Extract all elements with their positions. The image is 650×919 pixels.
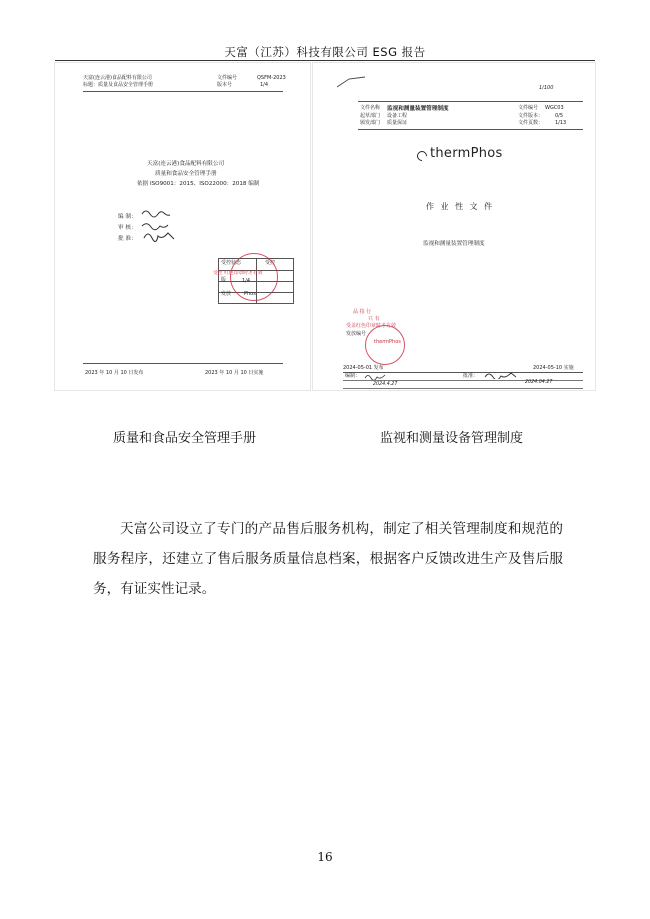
right-header-top-rule <box>358 101 583 102</box>
left-effective-date: 2023 年 10 月 10 日实施 <box>205 370 264 376</box>
right-approve-dept-label: 颁发部门 <box>360 120 381 126</box>
right-page-label: 文件页数： <box>518 120 544 126</box>
left-file-no-label: 文件编号 <box>217 75 238 81</box>
left-title-manual: 质量和食品安全管理手册 <box>155 171 217 177</box>
left-approve-label: 批 准： <box>118 236 137 242</box>
left-stamp-version-value: 1/4 <box>242 278 251 284</box>
right-version-value: 0/5 <box>555 113 564 119</box>
left-version-value: 1/4 <box>260 82 269 88</box>
left-version-label: 版本号 <box>217 82 233 88</box>
right-doc-title: 监视和测量装置管理制度 <box>423 241 485 247</box>
left-basis: 依据 ISO9001：2015、ISO22000：2018 编制 <box>137 181 260 187</box>
left-file-no-value: QSFM-2023 <box>257 75 286 81</box>
left-review-label: 审 核： <box>118 225 137 231</box>
right-file-no-label: 文件编号 <box>518 105 539 111</box>
left-stamp-issue-value: Phos <box>244 291 256 297</box>
right-drafter-label: 起草部门 <box>360 113 381 119</box>
right-pen-mark <box>335 75 375 90</box>
right-logo-text: thermPhos <box>430 146 503 161</box>
left-release-date: 2023 年 10 月 10 日发布 <box>85 370 144 376</box>
manual-document-scan <box>55 63 310 390</box>
header-divider <box>55 60 595 61</box>
right-seal-logo: thermPhos <box>374 339 401 345</box>
left-caption: 质量和食品安全管理手册 <box>113 431 257 446</box>
left-subject-line: 标题：质量及食品安全管理手册 <box>83 82 154 88</box>
right-file-name-value: 监视和测量装置管理制度 <box>387 106 449 112</box>
right-stamp-line2: 只 有 <box>368 316 380 322</box>
body-paragraph: 天富公司设立了专门的产品售后服务机构，制定了相关管理制度和规范的服务程序，还建立了售后服务质量信息档案，根据客户反馈改进生产及售后服务，有证实性记录。 <box>93 521 563 597</box>
left-header-rule <box>83 91 283 92</box>
right-effective-date: 2024-05-10 实施 <box>533 365 574 371</box>
left-red-seal <box>230 253 278 301</box>
page-number: 16 <box>317 850 333 864</box>
left-stamp-red-text: 受控 红色印章时才有效 <box>213 271 263 276</box>
left-stamp-issue-label: 发放 <box>221 291 232 297</box>
right-file-name-label: 文件名称 <box>360 105 381 111</box>
left-stamp-controlled-value: 受控 <box>265 260 276 266</box>
right-approved-signature <box>483 370 523 379</box>
left-title-company: 天富(连云港)食品配料有限公司 <box>147 161 225 167</box>
right-page-mark: 1/100 <box>539 85 554 91</box>
right-prepared-signature <box>363 372 393 380</box>
left-footer-rule <box>83 363 283 364</box>
left-signatures <box>140 206 190 251</box>
right-approve-dept-value: 质量保证 <box>387 120 408 126</box>
right-footer-bottom-rule <box>343 388 583 389</box>
right-stamp-red-text: 受盖红色印章时才方效 <box>346 323 397 329</box>
right-approved-label: 批准： <box>463 373 479 379</box>
right-drafter-value: 设备工程 <box>387 113 408 119</box>
right-doc-type: 作 业 性 文 件 <box>426 202 495 211</box>
report-header: 天富（江苏）科技有限公司 ESG 报告 <box>224 45 426 59</box>
left-stamp-controlled: 受控状态 <box>221 260 242 266</box>
left-stamp-version-label: 版 <box>221 277 227 283</box>
left-prepare-label: 编 制： <box>118 214 137 220</box>
right-version-label: 文件版本： <box>518 113 544 119</box>
procedure-document-scan <box>313 63 595 390</box>
right-header-bottom-rule <box>358 129 583 130</box>
right-page-value: 1/13 <box>555 120 567 126</box>
right-file-no-value: WGC03 <box>545 105 564 111</box>
left-company-line: 天富(连云港)食品配料有限公司 <box>83 75 152 81</box>
right-approved-date: 2024.04.27 <box>525 380 553 385</box>
thermphos-logo-icon <box>415 149 429 163</box>
right-prepared-date: 2024.4.27 <box>373 382 398 387</box>
right-issue-no-label: 发放编号 <box>346 331 367 337</box>
right-stamp-line1: 品 指 行 <box>353 309 372 315</box>
right-release-date: 2024-05-01 发布 <box>343 365 384 371</box>
right-caption: 监视和测量设备管理制度 <box>380 431 524 446</box>
right-prepared-label: 编制： <box>345 373 361 379</box>
